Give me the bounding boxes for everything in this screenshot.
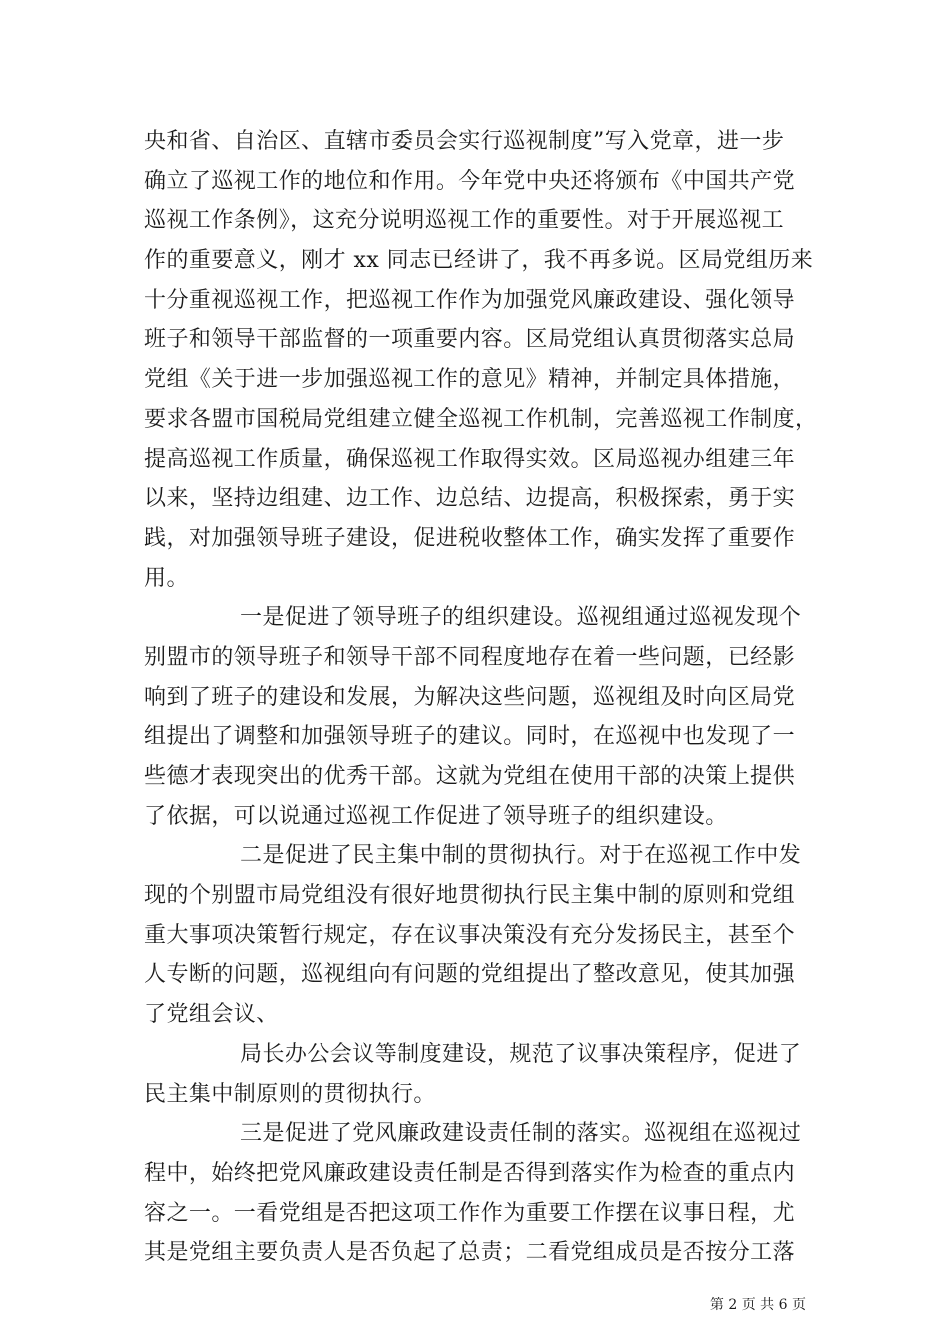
- text-line: 民主集中制原则的贯彻执行。: [144, 1081, 436, 1107]
- text-line: 作的重要意义，刚才 xx 同志已经讲了，我不再多说。区局党组历来: [144, 248, 814, 274]
- text-line: 组提出了调整和加强领导班子的建议。同时，在巡视中也发现了一: [144, 724, 796, 750]
- page-number-footer: 第 2 页 共 6 页: [709, 1297, 806, 1313]
- text-line: 央和省、自治区、直辖市委员会实行巡视制度”写入党章，进一步: [144, 129, 785, 154]
- text-line: 要求各盟市国税局党组建立健全巡视工作机制，完善巡视工作制度，: [144, 406, 818, 432]
- text-line: 响到了班子的建设和发展，为解决这些问题，巡视组及时向区局党: [144, 684, 796, 710]
- body-text: [144, 122, 818, 1273]
- text-line: 局长办公会议等制度建设，规范了议事决策程序，促进了: [240, 1041, 802, 1067]
- text-line: 用。: [144, 565, 189, 591]
- text-line: 人专断的问题，巡视组向有问题的党组提出了整改意见，使其加强: [144, 962, 796, 988]
- text-line: 十分重视巡视工作，把巡视工作作为加强党风廉政建设、强化领导: [144, 287, 796, 313]
- text-line: 党组《关于进一步加强巡视工作的意见》精神，并制定具体措施，: [144, 367, 796, 393]
- text-line: 一是促进了领导班子的组织建设。巡视组通过巡视发现个: [240, 605, 802, 631]
- text-line: 容之一。一看党组是否把这项工作作为重要工作摆在议事日程，尤: [144, 1200, 796, 1226]
- text-line: 确立了巡视工作的地位和作用。今年党中央还将颁布《中国共产党: [144, 168, 796, 194]
- text-line: 三是促进了党风廉政建设责任制的落实。巡视组在巡视过: [240, 1121, 802, 1147]
- text-line: 些德才表现突出的优秀干部。这就为党组在使用干部的决策上提供: [144, 764, 796, 789]
- text-line: 二是促进了民主集中制的贯彻执行。对于在巡视工作中发: [240, 843, 802, 869]
- text-line: 程中，始终把党风廉政建设责任制是否得到落实作为检查的重点内: [144, 1160, 796, 1186]
- text-line: 巡视工作条例》，这充分说明巡视工作的重要性。对于开展巡视工: [144, 208, 785, 234]
- text-line: 其是党组主要负责人是否负起了总责；二看党组成员是否按分工落: [144, 1240, 796, 1266]
- text-line: 现的个别盟市局党组没有很好地贯彻执行民主集中制的原则和党组: [144, 883, 796, 909]
- text-line: 以来，坚持边组建、边工作、边总结、边提高，积极探索，勇于实: [144, 486, 796, 512]
- text-line: 了党组会议、: [144, 1002, 279, 1028]
- text-line: 了依据，可以说通过巡视工作促进了领导班子的组织建设。: [144, 803, 728, 829]
- text-line: 重大事项决策暂行规定，存在议事决策没有充分发扬民主，甚至个: [144, 922, 796, 948]
- text-line: 别盟市的领导班子和领导干部不同程度地存在着一些问题，已经影: [144, 644, 796, 670]
- text-line: 践，对加强领导班子建设，促进税收整体工作，确实发挥了重要作: [144, 525, 796, 551]
- text-line: 提高巡视工作质量，确保巡视工作取得实效。区局巡视办组建三年: [144, 446, 796, 472]
- text-line: 班子和领导干部监督的一项重要内容。区局党组认真贯彻落实总局: [144, 327, 796, 353]
